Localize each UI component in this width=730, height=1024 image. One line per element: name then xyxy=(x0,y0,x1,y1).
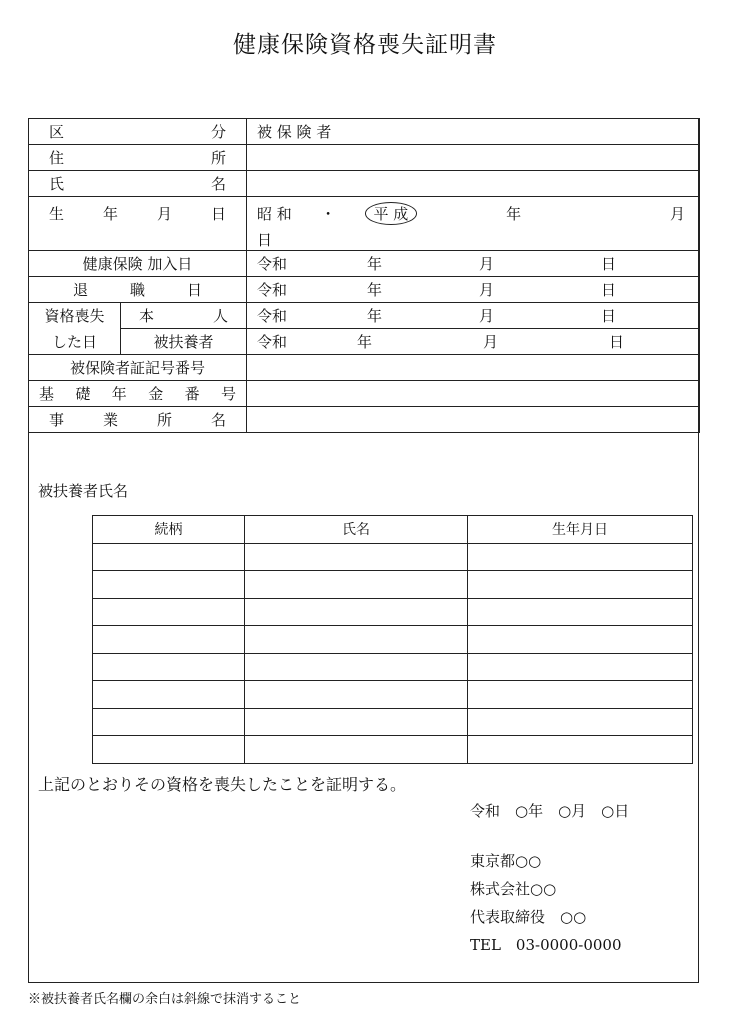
table-row xyxy=(93,681,693,709)
address-label: 住所 xyxy=(29,145,247,171)
loss-self-month-unit: 月 xyxy=(479,307,495,325)
table-row xyxy=(93,708,693,736)
pension-label: 基 礎 年 金 番 号 xyxy=(29,381,247,407)
join-year-unit: 年 xyxy=(367,255,383,273)
retire-month-unit: 月 xyxy=(479,281,495,299)
relation-cell[interactable] xyxy=(93,708,245,736)
retire-day-unit: 日 xyxy=(601,281,617,299)
name-cell[interactable] xyxy=(245,626,468,654)
birthdate-cell[interactable] xyxy=(468,736,693,764)
issued-date: 令和 ○年 ○月 ○日 xyxy=(470,802,630,820)
join-month-unit: 月 xyxy=(479,255,495,273)
office-label: 事 業 所 名 xyxy=(29,407,247,433)
birthdate-cell[interactable] xyxy=(468,598,693,626)
loss-label: 資格喪失 xyxy=(29,303,121,329)
birthdate-cell[interactable] xyxy=(468,708,693,736)
issuer-representative: 代表取締役 ○○ xyxy=(470,908,587,926)
loss-self-year-unit: 年 xyxy=(367,307,383,325)
join-label: 健康保険 加入日 xyxy=(29,251,247,277)
dob-era-showa: 昭 和 xyxy=(257,205,292,223)
join-era: 令和 xyxy=(257,255,288,273)
dob-row xyxy=(29,197,700,251)
name-cell[interactable] xyxy=(245,681,468,709)
name-cell[interactable] xyxy=(245,543,468,571)
join-date-value[interactable] xyxy=(247,251,700,277)
loss-dep-era: 令和 xyxy=(257,333,288,351)
loss-dep-month-unit: 月 xyxy=(483,333,499,351)
dependents-header-row xyxy=(93,516,693,544)
name-row xyxy=(29,171,700,197)
insurance-number-label: 被保険者証記号番号 xyxy=(29,355,247,381)
issuer-tel: TEL 03-0000-0000 xyxy=(470,936,622,954)
birthdate-cell[interactable] xyxy=(468,626,693,654)
relation-cell[interactable] xyxy=(93,571,245,599)
table-row xyxy=(93,736,693,764)
dependents-table xyxy=(92,515,693,764)
retire-era: 令和 xyxy=(257,281,288,299)
retire-date-value[interactable] xyxy=(247,277,700,303)
footnote: ※被扶養者氏名欄の余白は斜線で抹消すること xyxy=(28,992,302,1007)
dob-value[interactable] xyxy=(247,197,700,251)
name-label: 氏名 xyxy=(29,171,247,197)
document-title: 健康保険資格喪失証明書 xyxy=(233,32,497,58)
loss-self-date-value[interactable] xyxy=(247,303,700,329)
table-row xyxy=(93,543,693,571)
retire-label: 退職日 xyxy=(29,277,247,303)
birthdate-cell[interactable] xyxy=(468,543,693,571)
table-row xyxy=(93,571,693,599)
loss-self-row xyxy=(29,303,700,329)
kubun-row xyxy=(29,119,700,145)
retire-date-row xyxy=(29,277,700,303)
loss-dependent-row xyxy=(29,329,700,355)
relation-cell[interactable] xyxy=(93,681,245,709)
name-cell[interactable] xyxy=(245,571,468,599)
relation-cell[interactable] xyxy=(93,626,245,654)
join-day-unit: 日 xyxy=(601,255,617,273)
retire-year-unit: 年 xyxy=(367,281,383,299)
issuer-company: 株式会社○○ xyxy=(470,880,557,898)
name-cell[interactable] xyxy=(245,653,468,681)
name-cell[interactable] xyxy=(245,708,468,736)
relation-cell[interactable] xyxy=(93,543,245,571)
relation-cell[interactable] xyxy=(93,736,245,764)
dob-month-unit: 月 xyxy=(669,205,685,223)
loss-self-day-unit: 日 xyxy=(601,307,617,325)
kubun-value: 被 保 険 者 xyxy=(247,119,700,145)
insurance-number-row xyxy=(29,355,700,381)
pension-value[interactable] xyxy=(247,381,700,407)
dob-day-unit: 日 xyxy=(257,231,273,249)
relation-cell[interactable] xyxy=(93,598,245,626)
dependent-label: 被扶養者 xyxy=(121,329,247,355)
address-row xyxy=(29,145,700,171)
loss-self-era: 令和 xyxy=(257,307,288,325)
name-cell[interactable] xyxy=(245,598,468,626)
dob-dot: ・ xyxy=(320,205,336,223)
pension-row xyxy=(29,381,700,407)
office-value[interactable] xyxy=(247,407,700,433)
table-row xyxy=(93,626,693,654)
dob-label: 生 年 月 日 xyxy=(29,197,247,251)
dob-year-unit: 年 xyxy=(506,205,522,223)
name-value[interactable] xyxy=(247,171,700,197)
birthdate-cell[interactable] xyxy=(468,653,693,681)
self-label: 本人 xyxy=(121,303,247,329)
table-row xyxy=(93,598,693,626)
table-row xyxy=(93,653,693,681)
kubun-label: 区分 xyxy=(29,119,247,145)
relation-cell[interactable] xyxy=(93,653,245,681)
certification-statement: 上記のとおりその資格を喪失したことを証明する。 xyxy=(38,775,407,794)
insurance-number-value[interactable] xyxy=(247,355,700,381)
issuer-city: 東京都○○ xyxy=(470,852,542,870)
dependents-heading: 被扶養者氏名 xyxy=(38,482,129,500)
address-value[interactable] xyxy=(247,145,700,171)
col-name: 氏名 xyxy=(245,516,468,544)
dob-era-heisei-circled: 平 成 xyxy=(365,202,418,225)
loss-dep-day-unit: 日 xyxy=(609,333,625,351)
loss-dependent-date-value[interactable] xyxy=(247,329,700,355)
col-birthdate: 生年月日 xyxy=(468,516,693,544)
loss-dep-year-unit: 年 xyxy=(357,333,373,351)
birthdate-cell[interactable] xyxy=(468,681,693,709)
col-relation: 続柄 xyxy=(93,516,245,544)
join-date-row xyxy=(29,251,700,277)
insured-info-table xyxy=(28,118,700,433)
office-row xyxy=(29,407,700,433)
name-cell[interactable] xyxy=(245,736,468,764)
loss-label-2: した日 xyxy=(29,329,121,355)
birthdate-cell[interactable] xyxy=(468,571,693,599)
